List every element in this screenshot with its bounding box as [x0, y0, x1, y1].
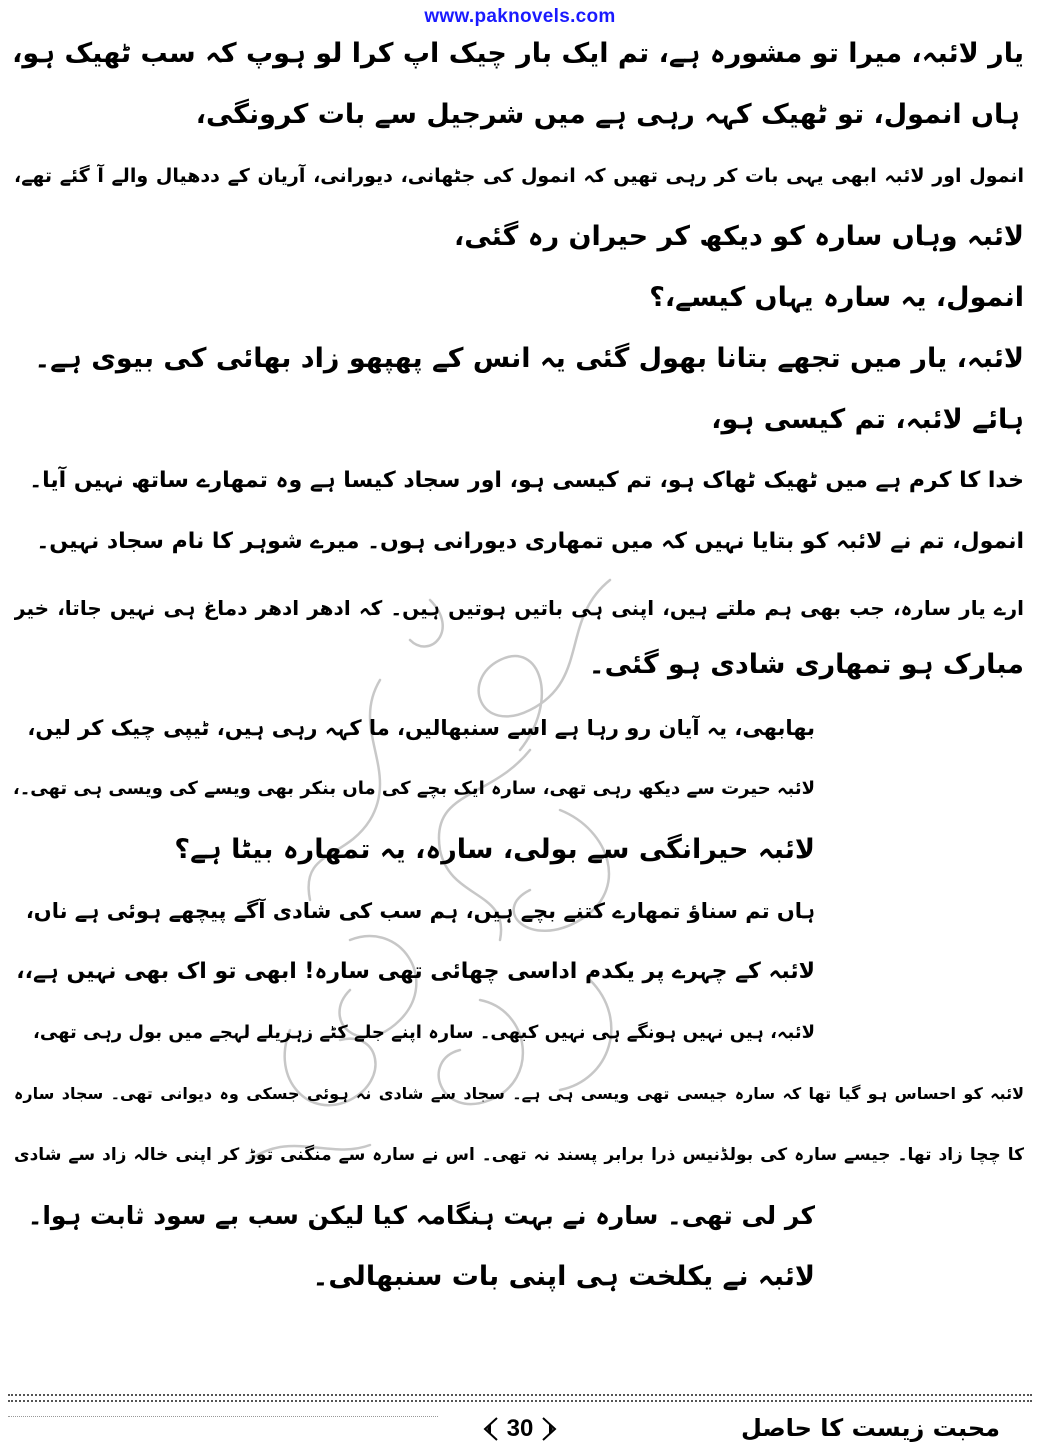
- text-line: لائبہ حیرانگی سے بولی، سارہ، یہ تمھارہ بیٹا ہے؟: [174, 834, 815, 865]
- text-line: یار لائبہ، میرا تو مشورہ ہے، تم ایک بار چیک اپ کرا لو ہوپ کہ سب ٹھیک ہو،: [12, 38, 1024, 69]
- text-line: ہاں انمول، تو ٹھیک کہہ رہی ہے میں شرجیل سے بات کرونگی،: [195, 99, 1020, 130]
- text-line: لائبہ کو احساس ہو گیا تھا کہ سارہ جیسی تھی ویسی ہی ہے۔ سجاد سے شادی نہ ہوئی جسکی وہ دیوانی تھی۔ سجاد سارہ: [14, 1084, 1024, 1103]
- text-line: ہائے لائبہ، تم کیسی ہو،: [711, 404, 1024, 435]
- text-line: لائبہ حیرت سے دیکھ رہی تھی، سارہ ایک بچے کی ماں بنکر بھی ویسے کی ویسی ہی تھی۔،: [12, 778, 815, 799]
- text-line: ہاں تم سناؤ تمھارے کتنے بچے ہیں، ہم سب کی شادی آگے پیچھے ہوئی ہے ناں،: [25, 899, 815, 923]
- text-line: انمول اور لائبہ ابھی یہی بات کر رہی تھیں کہ انمول کی جٹھانی، دیورانی، آریان کے ددھیال والے آ گئے تھے،: [14, 165, 1024, 187]
- page-number-block: [460, 1412, 580, 1446]
- website-url[interactable]: www.paknovels.com: [424, 6, 616, 27]
- text-line: انمول، یہ سارہ یہاں کیسے،؟: [649, 282, 1024, 313]
- footer-divider: [8, 1416, 438, 1417]
- page-number: 30: [506, 1415, 534, 1442]
- ornament-left-icon: [479, 1416, 501, 1442]
- text-line: کر لی تھی۔ سارہ نے بہت ہنگامہ کیا لیکن سب بے سود ثابت ہوا۔: [27, 1201, 815, 1230]
- text-line: انمول، تم نے لائبہ کو بتایا نہیں کہ میں تمھاری دیورانی ہوں۔ میرے شوہر کا نام سجاد نہیں۔: [36, 529, 1024, 554]
- text-line: لائبہ، یار میں تجھے بتانا بھول گئی یہ انس کے پھپھو زاد بھائی کی بیوی ہے۔: [34, 343, 1024, 374]
- text-line: لائبہ کے چہرے پر یکدم اداسی چھائی تھی سارہ! ابھی تو اک بھی نہیں ہے،،: [16, 959, 815, 984]
- story-text: [0, 28, 1040, 1378]
- footer-divider: [8, 1394, 1032, 1396]
- ornament-right-icon: [539, 1416, 561, 1442]
- book-title: محبت زیست کا حاصل: [741, 1414, 1000, 1442]
- text-line: مبارک ہو تمھاری شادی ہو گئی۔: [588, 649, 1024, 680]
- text-line: کا چچا زاد تھا۔ جیسے سارہ کی بولڈنیس ذرا برابر پسند نہ تھی۔ اس نے سارہ سے منگنی توڑ کر اپنی خالہ زاد سے شادی: [14, 1145, 1024, 1165]
- text-line: لائبہ نے یکلخت ہی اپنی بات سنبھالی۔: [312, 1261, 815, 1292]
- text-line: ارے یار سارہ، جب بھی ہم ملتے ہیں، اپنی ہی باتیں ہوتیں ہیں۔ کہ ادھر ادھر دماغ ہی نہیں جاتا، خیر: [14, 596, 1024, 620]
- footer-divider: [8, 1400, 1032, 1402]
- text-line: بھابھی، یہ آیان رو رہا ہے اسے سنبھالیں، ما کہہ رہی ہیں، ٹیپی چیک کر لیں،: [27, 716, 815, 740]
- text-line: لائبہ، ہیں نہیں ہونگے ہی نہیں کبھی۔ سارہ اپنے جلے کٹے زہریلے لہجے میں بول رہی تھی،: [33, 1022, 815, 1043]
- text-line: لائبہ وہاں سارہ کو دیکھ کر حیران رہ گئی،: [454, 221, 1024, 252]
- text-line: خدا کا کرم ہے میں ٹھیک ٹھاک ہو، تم کیسی ہو، اور سجاد کیسا ہے وہ تمھارے ساتھ نہیں آیا۔: [29, 468, 1024, 493]
